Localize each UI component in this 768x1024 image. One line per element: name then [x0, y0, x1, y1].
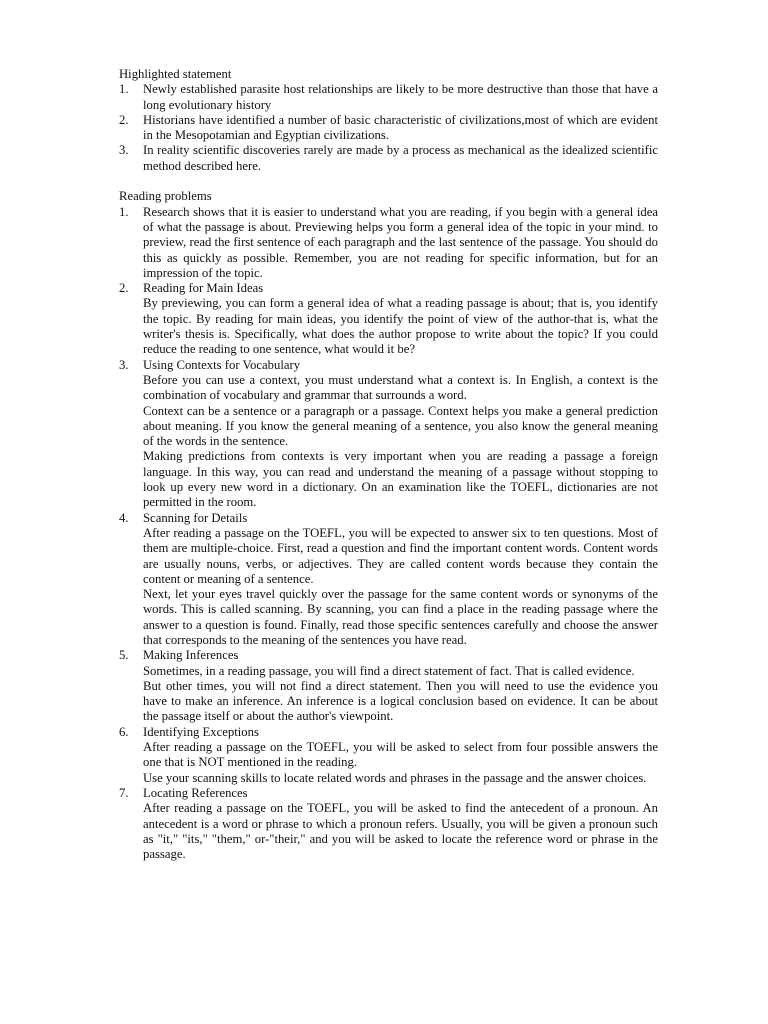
item-title: Making Inferences: [143, 648, 239, 663]
item-paragraph: Next, let your eyes travel quickly over the passage for the same content words or synonyms of the words. This is called scanning. By scanning, you can find a place in the reading passage where the answer to a question is found. Finally, read those specific sentences carefully and choose the answer that corresponds to the meaning of the sentences you have read.: [143, 587, 658, 647]
item-number: 6.: [119, 724, 129, 739]
section-spacer: [119, 174, 658, 189]
highlighted-statement-section: [119, 67, 658, 174]
item-text: Newly established parasite host relationships are likely to be more destructive than those that have a long evolutionary history: [143, 82, 658, 112]
highlighted-list: [119, 82, 658, 174]
list-item: [119, 511, 658, 649]
document-page: [119, 67, 658, 862]
list-item: [119, 82, 658, 113]
item-number: 4.: [119, 510, 129, 525]
reading-problems-list: [119, 205, 658, 863]
item-title: Identifying Exceptions: [143, 724, 259, 739]
list-item: [119, 786, 658, 862]
item-paragraph: By previewing, you can form a general idea of what a reading passage is about; that is, you identify the topic. By reading for main ideas, you identify the point of view of the author-that is, what the writer's thesis is. Specifically, what does the author propose to write about the topic? If you could reduce the reading to one sentence, what would it be?: [143, 296, 658, 357]
item-paragraph: After reading a passage on the TOEFL, you will be asked to find the antecedent of a pronoun. An antecedent is a word or phrase to which a pronoun refers. Usually, you will be given a pronoun such as "it," "its," "them," or-"their," and you will be asked to locate the reference word or phrase in the passage.: [143, 801, 658, 862]
item-number: 2.: [119, 281, 129, 296]
section-heading: Reading problems: [119, 189, 212, 204]
item-number: 5.: [119, 648, 129, 663]
item-paragraph: After reading a passage on the TOEFL, you will be asked to select from four possible answers the one that is NOT mentioned in the reading.: [143, 740, 658, 770]
reading-problems-section: [119, 189, 658, 862]
item-paragraph: Making predictions from contexts is very important when you are reading a passage a foreign language. In this way, you can read and understand the meaning of a passage without stopping to look up every new word in a dictionary. On an examination like the TOEFL, dictionaries are not permitted in the room.: [143, 449, 658, 510]
list-item: [119, 648, 658, 724]
item-number: 3.: [119, 357, 129, 372]
item-number: 2.: [119, 112, 129, 127]
item-title: Using Contexts for Vocabulary: [143, 357, 301, 372]
item-paragraph: Before you can use a context, you must understand what a context is. In English, a context is the combination of vocabulary and grammar that surrounds a word.: [143, 372, 658, 403]
item-number: 1.: [119, 204, 129, 219]
item-paragraph: After reading a passage on the TOEFL, you will be expected to answer six to ten questions. Most of them are multiple-choice. First, read a question and find the important content words. Content words are usually nouns, verbs, or adjectives. They are called content words because they contain the content or meaning of a sentence.: [143, 525, 658, 586]
item-number: 3.: [119, 143, 129, 158]
item-number: 1.: [119, 82, 129, 97]
list-item: [119, 143, 658, 174]
item-title: Scanning for Details: [143, 510, 248, 525]
item-paragraph: Research shows that it is easier to understand what you are reading, if you begin with a general idea of what the passage is about. Previewing helps you form a general idea of the topic in your mind. to preview, read the first sentence of each paragraph and the last sentence of the passage. You should do this as quickly as possible. Remember, you are not reading for specific information, but for an impression of the topic.: [143, 204, 658, 280]
item-title: Reading for Main Ideas: [143, 281, 264, 296]
list-item: [119, 281, 658, 357]
item-paragraph: Sometimes, in a reading passage, you will find a direct statement of fact. That is called evidence.: [143, 663, 635, 678]
item-title: Locating References: [143, 785, 248, 800]
list-item: [119, 725, 658, 786]
item-text: Historians have identified a number of basic characteristic of civilizations,most of which are evident in the Mesopotamian and Egyptian civilizations.: [143, 112, 658, 143]
item-paragraph: Use your scanning skills to locate related words and phrases in the passage and the answer choices.: [143, 770, 647, 785]
list-item: [119, 205, 658, 281]
list-item: [119, 358, 658, 511]
list-item: [119, 113, 658, 144]
section-heading: Highlighted statement: [119, 67, 232, 81]
item-paragraph: But other times, you will not find a direct statement. Then you will need to use the evidence you have to make an inference. An inference is a logical conclusion based on evidence. It can be about the passage itself or about the author's viewpoint.: [143, 678, 658, 724]
item-paragraph: Context can be a sentence or a paragraph or a passage. Context helps you make a general prediction about meaning. If you know the general meaning of a sentence, you also know the general meaning of the words in the sentence.: [143, 403, 658, 449]
item-text: In reality scientific discoveries rarely are made by a process as mechanical as the idealized scientific method described here.: [143, 143, 658, 173]
item-number: 7.: [119, 785, 129, 800]
